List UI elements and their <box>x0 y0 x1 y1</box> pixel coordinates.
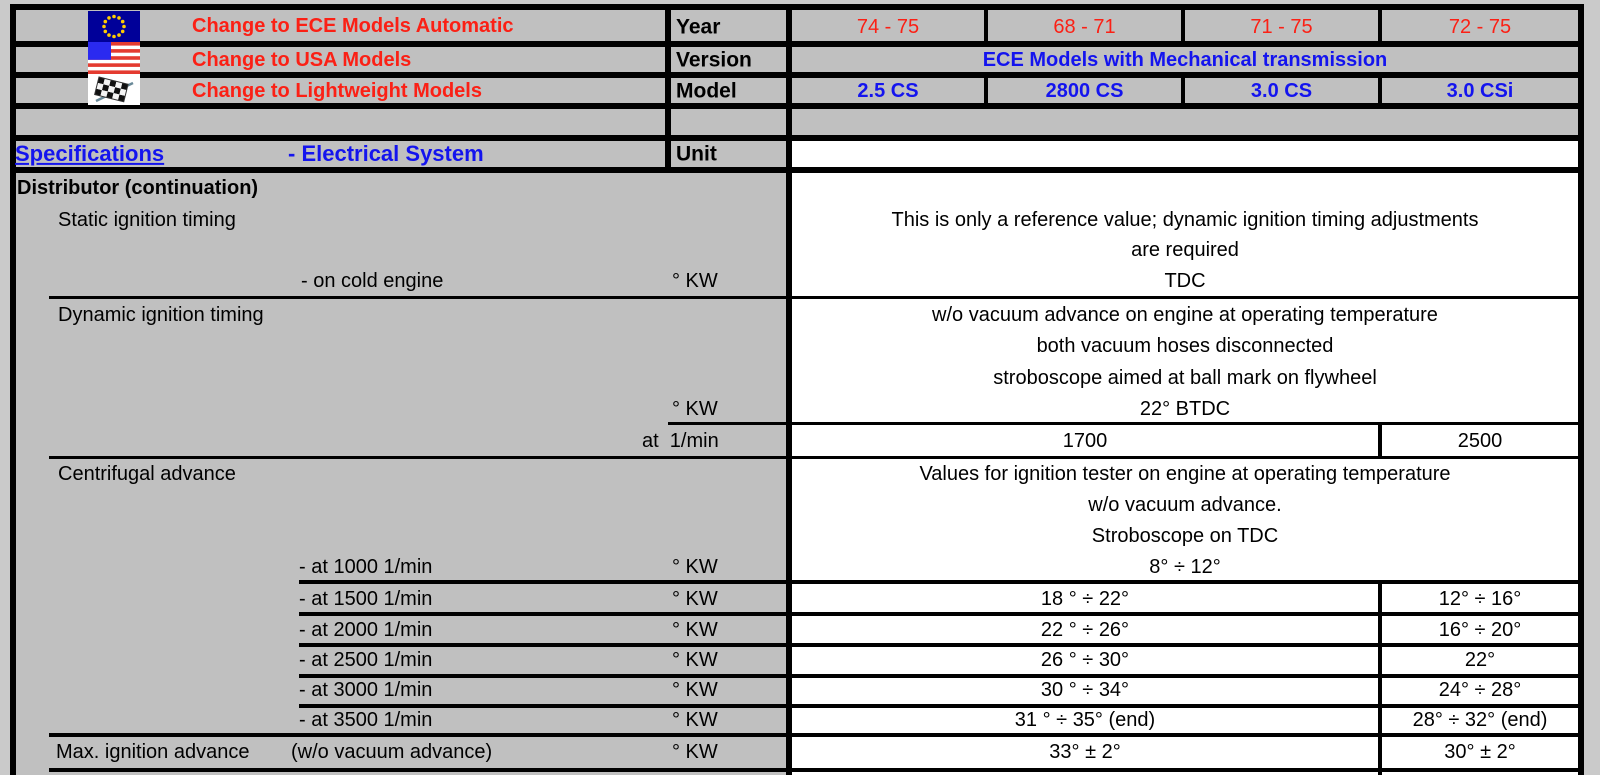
link-ece-automatic[interactable]: Change to ECE Models Automatic <box>192 15 514 37</box>
checkered-flag-icon[interactable] <box>88 74 140 105</box>
section-subtitle: - Electrical System <box>288 140 484 166</box>
row-sep-3000 <box>299 704 1584 708</box>
model-value-col4: 3.0 CSi <box>1446 80 1514 102</box>
note-static-line2: are required <box>1131 239 1239 261</box>
header-sep-5 <box>10 167 1584 173</box>
row-sep-1500 <box>299 612 1584 616</box>
model-value-col2: 2800 CS <box>1045 80 1124 102</box>
group-title-distributor: Distributor (continuation) <box>17 177 259 199</box>
label-at-2500: - at 2500 1/min <box>299 649 433 671</box>
usa-flag-icon[interactable] <box>88 42 140 74</box>
model-row-label: Model <box>676 79 737 103</box>
note-static-line1: This is only a reference value; dynamic ignition timing adjustments <box>891 209 1479 231</box>
table-border-left <box>10 4 16 775</box>
row-sep-2500 <box>299 674 1584 678</box>
row-sep-btdc-unit <box>668 422 1584 425</box>
eu-flag-icon[interactable] <box>88 11 140 42</box>
header-sep-4 <box>10 135 1584 141</box>
note-dynamic-line1: w/o vacuum advance on engine at operating temperature <box>932 304 1438 326</box>
note-centrifugal-line2: w/o vacuum advance. <box>1088 494 1282 516</box>
row-sep-1000 <box>299 580 1584 584</box>
row-sep-3500 <box>49 733 1584 737</box>
unit-at-2000: ° KW <box>672 619 718 641</box>
note-static-line3: TDC <box>1164 270 1206 292</box>
unit-at-3000: ° KW <box>672 679 718 701</box>
label-max-ignition-advance: Max. ignition advance <box>56 741 250 763</box>
unit-on-cold-engine: ° KW <box>672 270 718 292</box>
label-at-2000: - at 2000 1/min <box>299 619 433 641</box>
value-at-2000-csi: 16° ÷ 20° <box>1438 619 1522 641</box>
value-at-2500-csi: 22° <box>1464 649 1496 671</box>
note-dynamic-line2: both vacuum hoses disconnected <box>1036 335 1334 357</box>
group-title-centrifugal: Centrifugal advance <box>58 463 236 485</box>
year-value-col1: 74 - 75 <box>856 16 920 38</box>
version-row-label: Version <box>676 48 752 72</box>
version-value: ECE Models with Mechanical transmission <box>982 49 1388 71</box>
header-sep-2 <box>10 72 1584 78</box>
label-static-ignition-timing: Static ignition timing <box>58 209 236 231</box>
header-sep-1 <box>10 41 1584 47</box>
value-at-2500-ece: 26 ° ÷ 30° <box>1040 649 1130 671</box>
value-max-csi: 30° ± 2° <box>1444 741 1516 763</box>
value-at-2000-ece: 22 ° ÷ 26° <box>1040 619 1130 641</box>
label-at-1500: - at 1500 1/min <box>299 588 433 610</box>
value-at-3000-csi: 24° ÷ 28° <box>1438 679 1522 701</box>
note-dynamic-line4: 22° BTDC <box>1139 398 1231 420</box>
unit-at-1000: ° KW <box>672 556 718 578</box>
label-at-3500: - at 3500 1/min <box>299 709 433 731</box>
unit-at-2500: ° KW <box>672 649 718 671</box>
note-centrifugal-line4: 8° ÷ 12° <box>1149 556 1221 578</box>
year-value-col2: 68 - 71 <box>1053 16 1116 38</box>
label-at-3000: - at 3000 1/min <box>299 679 433 701</box>
row-sep-tdc <box>49 296 1584 299</box>
value-at-3500-ece: 31 ° ÷ 35° (end) <box>1014 709 1156 731</box>
rpm-value-left: 1700 <box>1062 430 1108 452</box>
row-sep-2000 <box>299 643 1584 647</box>
model-value-col3: 3.0 CS <box>1250 80 1313 102</box>
row-sep-rpm <box>49 456 1584 459</box>
group-title-dynamic: Dynamic ignition timing <box>58 304 264 326</box>
link-usa-models[interactable]: Change to USA Models <box>192 49 412 71</box>
rpm-value-right: 2500 <box>1457 430 1503 452</box>
label-on-cold-engine: - on cold engine <box>301 270 444 292</box>
table-border-right <box>1578 4 1584 775</box>
value-at-1500-ece: 18 ° ÷ 22° <box>1040 588 1130 610</box>
label-at-per-min: at 1/min <box>642 430 719 452</box>
unit-dynamic-kw: ° KW <box>672 398 718 420</box>
unit-at-3500: ° KW <box>672 709 718 731</box>
unit-row-label: Unit <box>676 142 717 166</box>
note-centrifugal-line1: Values for ignition tester on engine at operating temperature <box>919 463 1451 485</box>
value-at-3000-ece: 30 ° ÷ 34° <box>1040 679 1130 701</box>
header-sep-3 <box>10 103 1584 109</box>
value-at-3500-csi: 28° ÷ 32° (end) <box>1412 709 1548 731</box>
unit-max-ignition: ° KW <box>672 741 718 763</box>
label-col-divider <box>665 10 671 173</box>
unit-at-1500: ° KW <box>672 588 718 610</box>
value-max-ece: 33° ± 2° <box>1049 741 1121 763</box>
label-max-ignition-sub: (w/o vacuum advance) <box>291 741 493 763</box>
note-dynamic-line3: stroboscope aimed at ball mark on flywheel <box>993 367 1377 389</box>
table-border-top <box>10 4 1584 10</box>
row-sep-max <box>49 768 1584 772</box>
label-at-1000: - at 1000 1/min <box>299 556 433 578</box>
value-at-1500-csi: 12° ÷ 16° <box>1438 588 1522 610</box>
unit-row-data-cell <box>792 141 1578 167</box>
year-value-col4: 72 - 75 <box>1448 16 1512 38</box>
note-centrifugal-line3: Stroboscope on TDC <box>1091 525 1279 547</box>
model-value-col1: 2.5 CS <box>857 80 919 102</box>
link-lightweight-models[interactable]: Change to Lightweight Models <box>192 80 482 102</box>
year-row-label: Year <box>676 15 721 39</box>
year-value-col3: 71 - 75 <box>1250 16 1313 38</box>
section-title[interactable]: Specifications <box>15 140 165 166</box>
